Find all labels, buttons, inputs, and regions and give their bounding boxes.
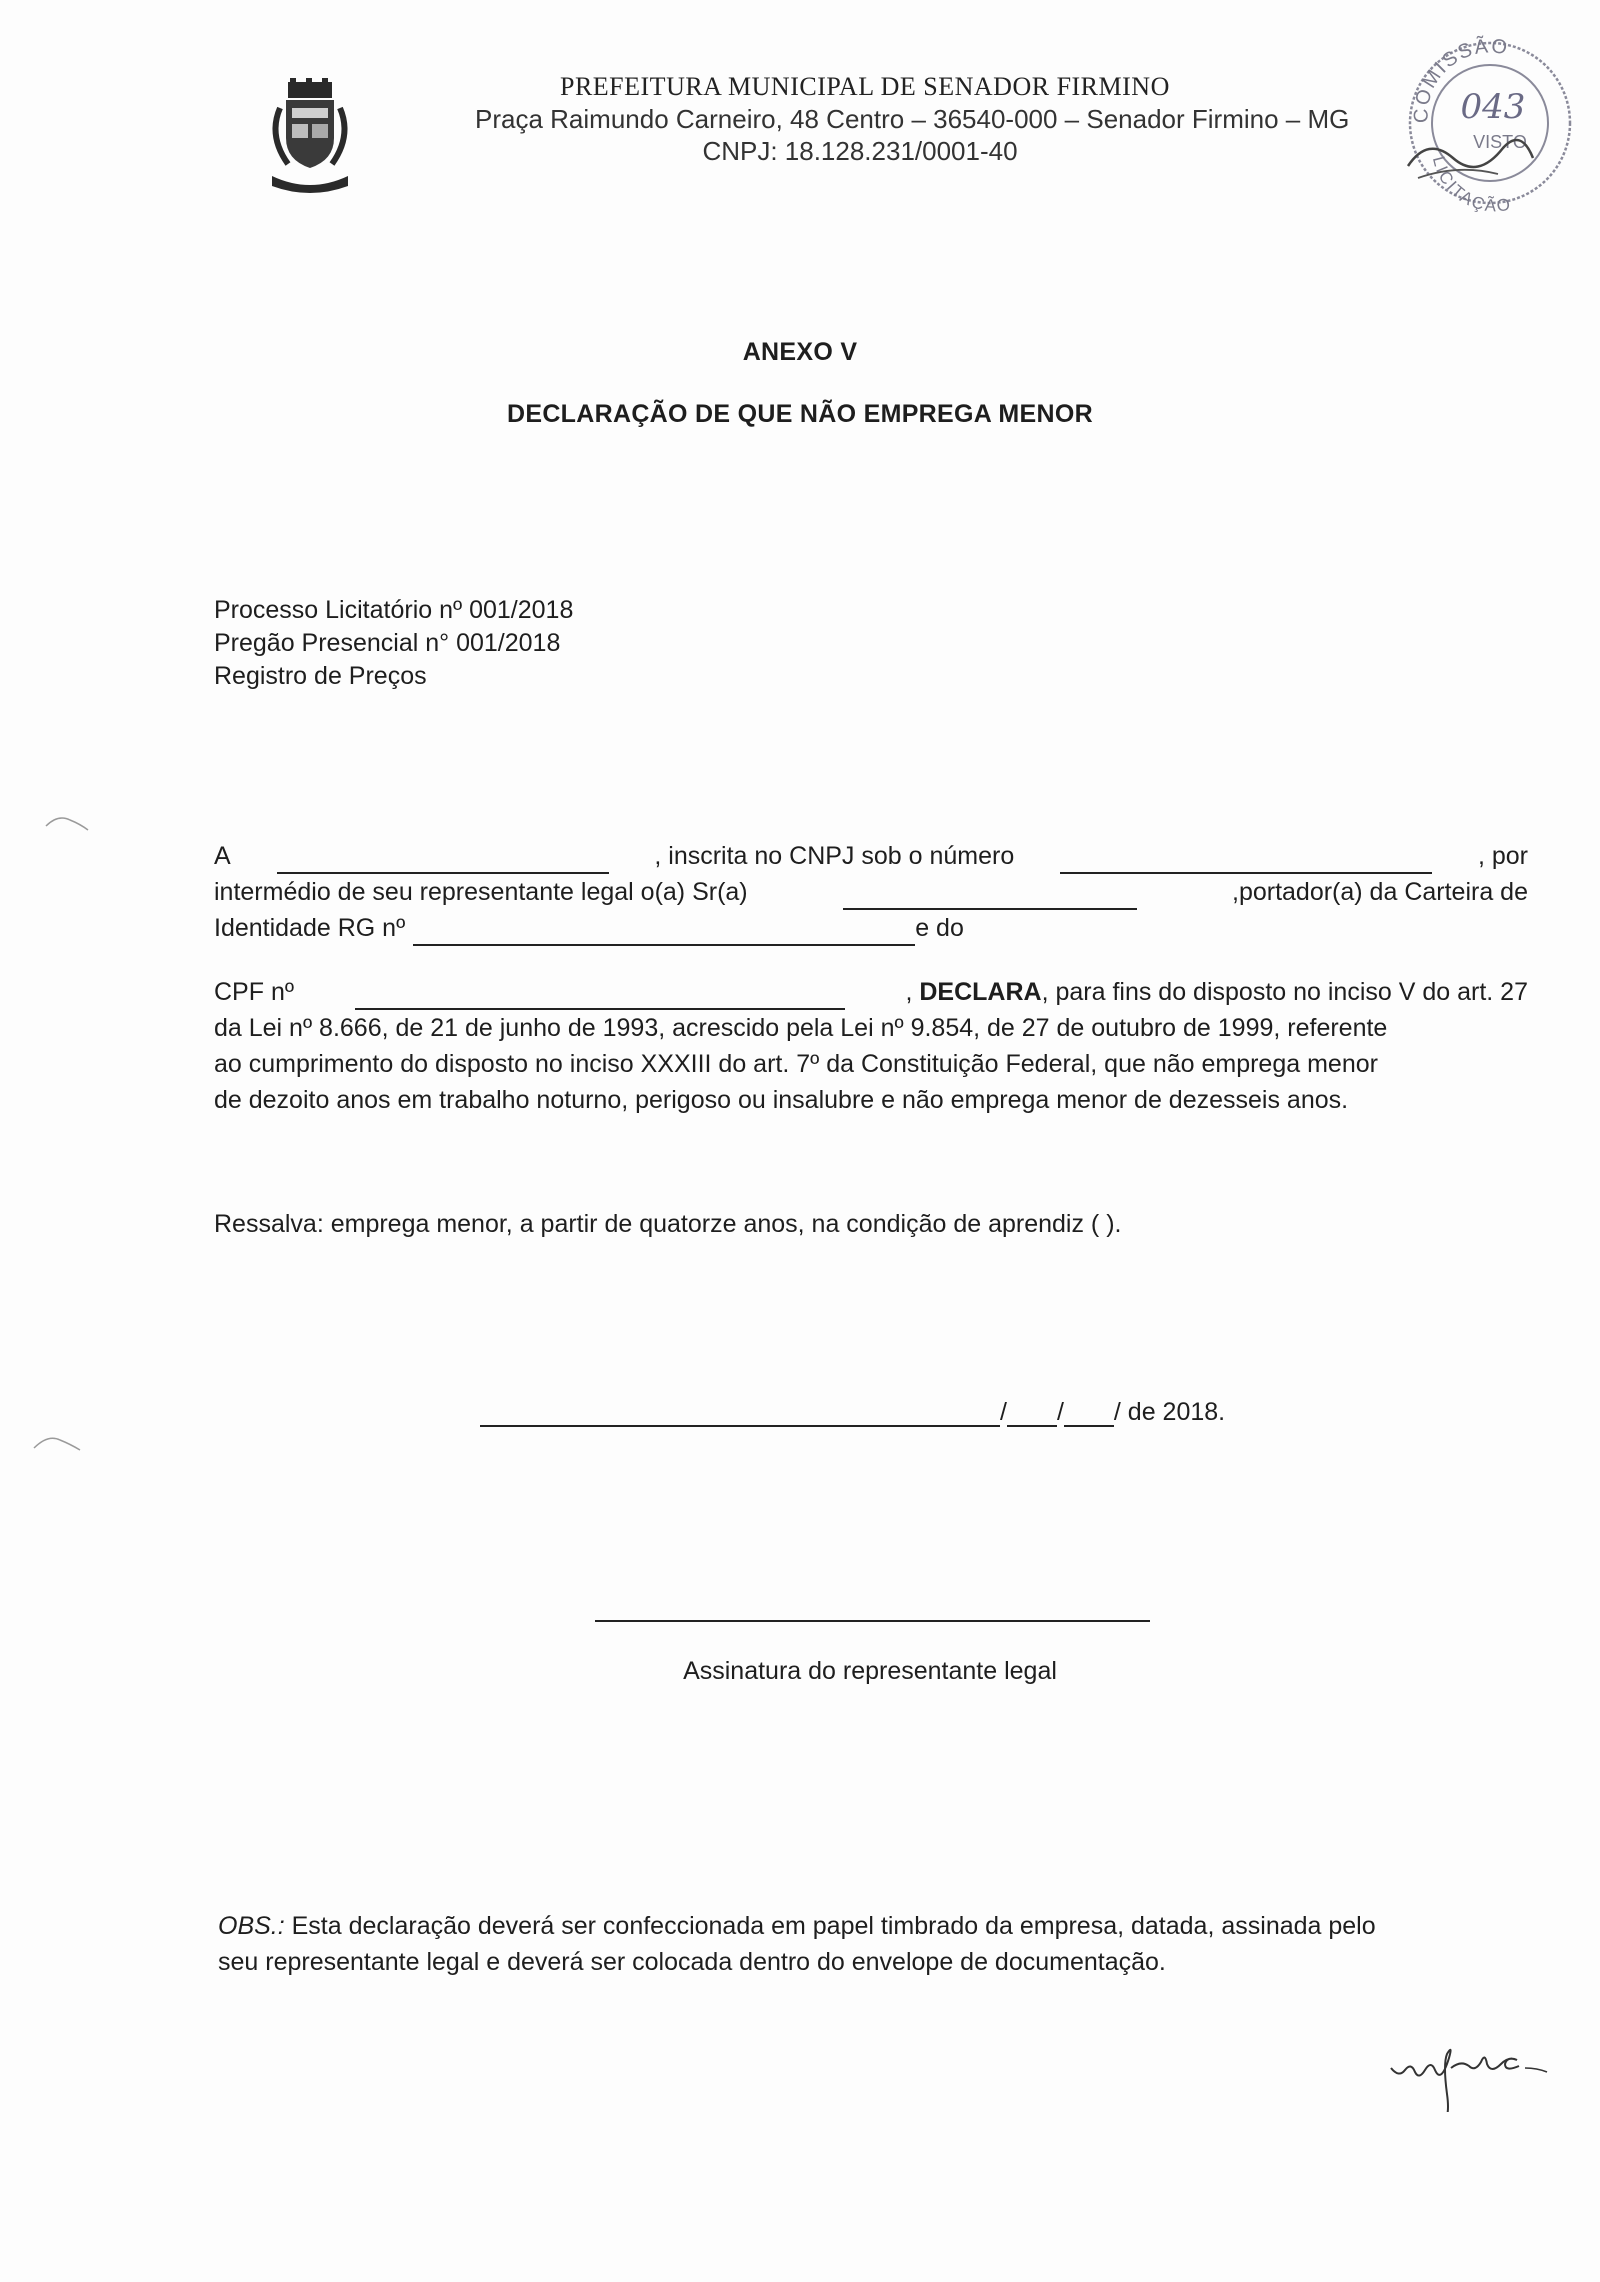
stamp-middle-text: VISTO: [1473, 132, 1527, 152]
place-blank: [480, 1401, 1000, 1427]
municipality-title: PREFEITURA MUNICIPAL DE SENADOR FIRMINO: [560, 72, 1170, 101]
body-text: e do: [915, 914, 964, 942]
municipal-crest-icon: [262, 78, 357, 193]
body-text: intermédio de seu representante legal o(a) Sr(a): [214, 878, 748, 906]
obs-text: seu representante legal e deverá ser colocada dentro do envelope de documentação.: [218, 1948, 1166, 1976]
stamp-number: 043: [1460, 87, 1526, 127]
municipality-address: Praça Raimundo Carneiro, 48 Centro – 36540-000 – Senador Firmino – MG: [475, 104, 1350, 134]
body-text: , DECLARA, para fins do disposto no inciso V do art. 27: [905, 978, 1528, 1006]
cnpj-number-blank: [1060, 848, 1432, 874]
date-separator: /: [1000, 1398, 1007, 1426]
year-text: / de 2018.: [1113, 1398, 1226, 1426]
body-text: A: [214, 842, 231, 870]
body-text: ,portador(a) da Carteira de: [1232, 878, 1528, 906]
declaration-paragraph-2: [214, 974, 1528, 1118]
signature-line: [595, 1620, 1150, 1622]
declaration-title: DECLARAÇÃO DE QUE NÃO EMPREGA MENOR: [507, 400, 1093, 428]
observation-note: [218, 1908, 1534, 1980]
body-text: Identidade RG nº: [214, 914, 406, 942]
signature-label: Assinatura do representante legal: [683, 1657, 1057, 1685]
svg-text:LICITAÇÃO: [1429, 154, 1513, 215]
declaration-paragraph-1: [214, 838, 1528, 946]
representative-name-blank: [843, 884, 1137, 910]
obs-text: Esta declaração deverá ser confeccionada em papel timbrado da empresa, datada, assinada pelo: [284, 1912, 1376, 1940]
obs-label: OBS.:: [218, 1912, 285, 1940]
stamp-top-text: COMISSÃO: [1410, 35, 1511, 124]
stamp-bottom-text: LICITAÇÃO: [1428, 154, 1514, 216]
auction-number: Pregão Presencial n° 001/2018: [214, 629, 561, 657]
municipality-cnpj: CNPJ: 18.128.231/0001-40: [702, 136, 1018, 166]
annex-heading: ANEXO V: [742, 338, 858, 366]
date-line: [480, 1398, 1225, 1427]
body-text: CPF nº: [214, 978, 294, 1006]
body-text: , inscrita no CNPJ sob o número: [654, 842, 1015, 870]
ressalva-text: Ressalva: emprega menor, a partir de quatorze anos, na condição de aprendiz ( ).: [214, 1210, 1122, 1238]
commission-stamp: [1388, 28, 1588, 218]
body-text: de dezoito anos em trabalho noturno, perigoso ou insalubre e não emprega menor de dezesseis anos.: [214, 1086, 1349, 1114]
company-name-blank: [277, 848, 609, 874]
process-number: Processo Licitatório nº 001/2018: [214, 596, 574, 624]
process-info: [214, 594, 573, 693]
date-separator: /: [1056, 1398, 1064, 1426]
body-text: , por: [1477, 842, 1528, 870]
cpf-number-blank: [355, 984, 845, 1010]
price-registry: Registro de Preços: [214, 662, 427, 690]
scan-mark: [42, 808, 92, 832]
body-text: da Lei nº 8.666, de 21 de junho de 1993, acrescido pela Lei nº 9.854, de 27 de outubro de 1999, referente: [214, 1014, 1388, 1042]
body-text: ao cumprimento do disposto no inciso XXXIII do art. 7º da Constituição Federal, que não emprega menor: [214, 1050, 1378, 1078]
month-blank: [1064, 1401, 1114, 1427]
scan-mark: [30, 1430, 85, 1452]
rg-number-blank: [413, 920, 915, 946]
handwritten-rubric: [1385, 2032, 1555, 2112]
day-blank: [1007, 1401, 1057, 1427]
